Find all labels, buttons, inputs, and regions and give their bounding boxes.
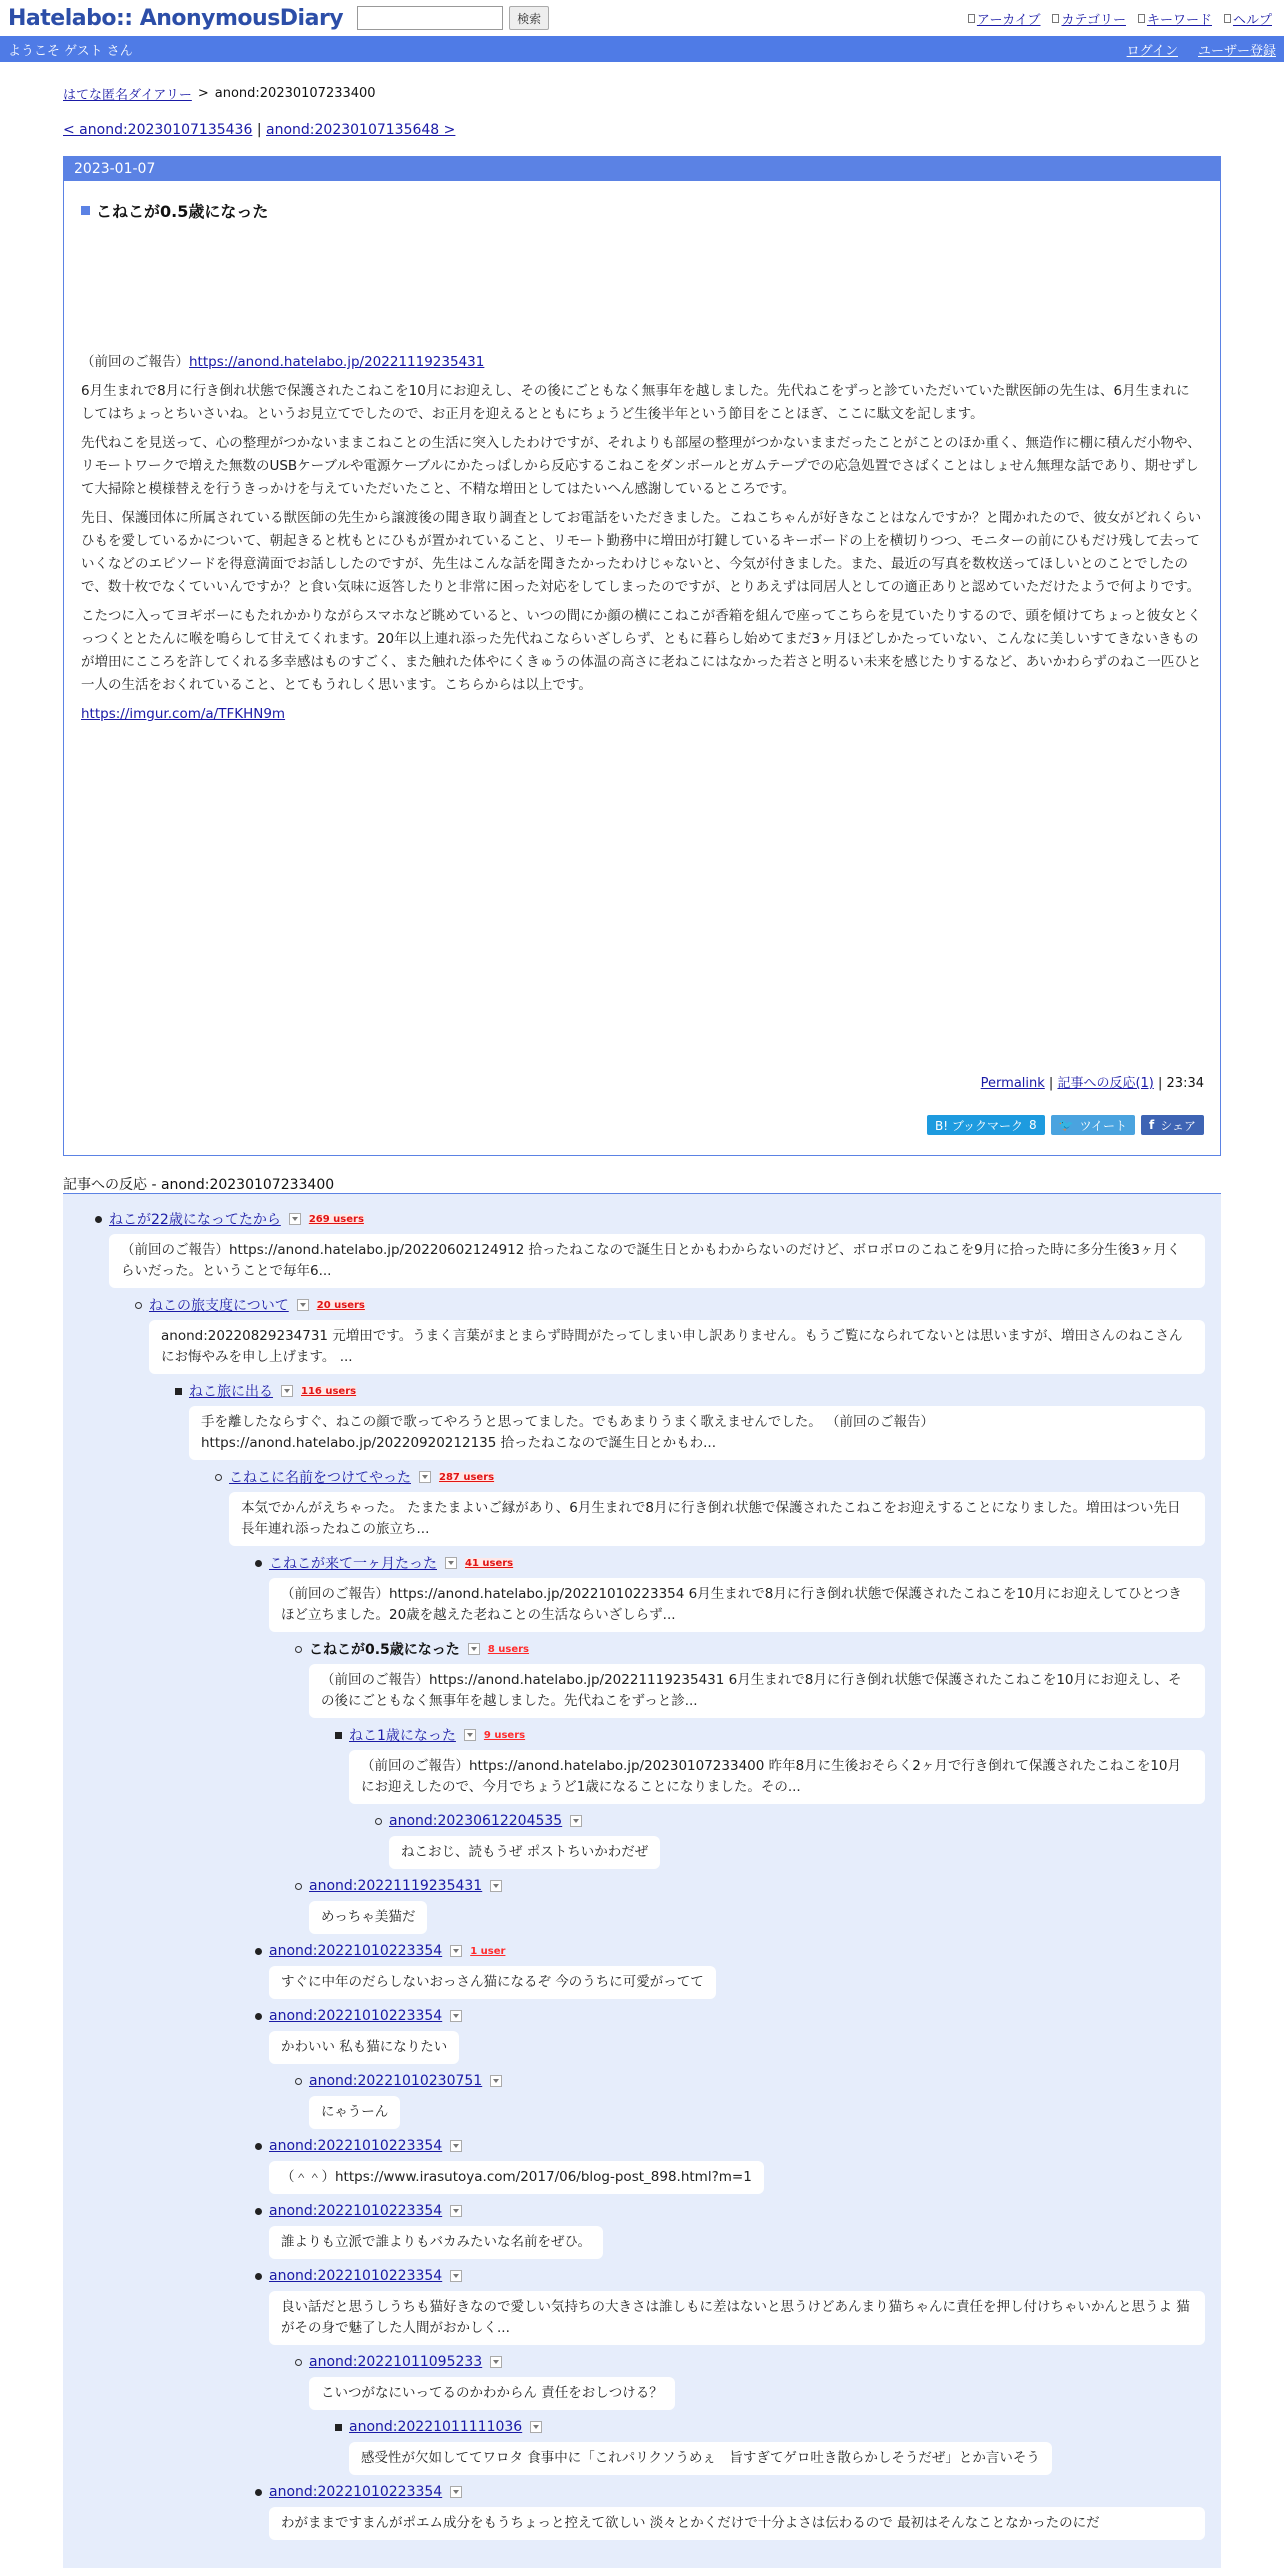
user-count-badge[interactable]: 116 users [301, 1385, 357, 1397]
reactions-tree [63, 1194, 1221, 2568]
nav-archive[interactable] [968, 9, 1041, 28]
reaction-excerpt: にゃうーん [309, 2096, 400, 2129]
nav-category[interactable] [1052, 9, 1125, 28]
entry-body [64, 199, 1220, 726]
reaction-link[interactable]: ねこが22歳になってたから [109, 1212, 281, 1228]
dropdown-icon[interactable] [468, 1643, 480, 1655]
dropdown-icon[interactable] [490, 2075, 502, 2087]
prev-next-separator: | [256, 122, 262, 138]
nav-keyword[interactable] [1138, 9, 1212, 28]
prev-entry-link[interactable]: < anond:20230107135436 [63, 122, 253, 138]
reaction-link[interactable]: ねこ旅に出る [189, 1384, 273, 1400]
nav-archive-link[interactable]: アーカイブ [976, 13, 1041, 28]
entry-paragraph: 先日、保護団体に所属されている獣医師の先生から譲渡後の聞き取り調査としてお電話をいただきました。こねこちゃんが好きなことはなんですか？と聞かれたので、彼女がどれくらいひもを愛しているかについて、朝起きると枕もとにひもが置かれていること、リモート勤務中に増田が打鍵しているキーボードの上を横切りつつ、モニターの前にひもだけ残して去っていくなどのエピソードを得意満面でお話ししたのですが、先生はこんな話を聞きたかったわけじゃないと、今気が付きました。また、最近の写真を数枚送ってほしいとのことでしたので、数十枚でなくていいんですか？と食い気味に返答したりと非常に困った対応をしてしまったのですが、とりあえずは同居人としての適正ありと認めていただけたようで何よりです。 [81, 510, 1202, 595]
search-button[interactable]: 検索 [509, 6, 549, 30]
dropdown-icon[interactable] [445, 1557, 457, 1569]
top-nav [968, 9, 1272, 28]
reaction-line [269, 2135, 1205, 2157]
entry-footer: Permalink | 記事への反応(1) | 23:34 [980, 1076, 1204, 1091]
reaction-link[interactable]: こねこが来て一ヶ月たった [269, 1556, 437, 1572]
reaction-item [189, 1380, 1205, 1460]
reaction-item [349, 2416, 1205, 2475]
reaction-excerpt: 良い話だと思うしうちも猫好きなので愛しい気持ちの大きさは誰しもに差はないと思うけどあんまり猫ちゃんに責任を押し付けちゃいかんと思うよ 猫がその身で魅了した人間がおかしく... [269, 2291, 1205, 2345]
register-link[interactable]: ユーザー登録 [1197, 43, 1276, 59]
reaction-item [309, 2351, 1205, 2410]
diary-day [63, 156, 1221, 1156]
dropdown-icon[interactable] [450, 2010, 462, 2022]
login-link[interactable]: ログイン [1126, 43, 1178, 59]
reaction-line [389, 1810, 1205, 1832]
reaction-line [269, 1940, 1205, 1962]
reaction-excerpt: （前回のご報告）https://anond.hatelabo.jp/20230107233400 昨年8月に生後おそらく2ヶ月で行き倒れて保護されたこねこを10月にお迎えしたので、今月でちょうど1歳になることになりました。その... [349, 1750, 1205, 1804]
dropdown-icon[interactable] [450, 2270, 462, 2282]
bullet [255, 2013, 262, 2020]
reaction-line [149, 1294, 1205, 1316]
dropdown-icon[interactable] [570, 1815, 582, 1827]
reaction-excerpt: こいつがなにいってるのかわからん 責任をおしつける？ [309, 2377, 675, 2410]
reaction-line [349, 1724, 1205, 1746]
bullet [255, 2273, 262, 2280]
reaction-item [269, 2265, 1205, 2345]
reaction-excerpt: 感受性が欠如しててワロタ 食事中に「これパリクソうめぇ 旨すぎてゲロ吐き散らかしそうだぜ」とか言いそう [349, 2442, 1052, 2475]
user-count-badge[interactable]: 269 users [308, 1213, 364, 1225]
reaction-excerpt: 本気でかんがえちゃった。 たまたまよいご縁があり、6月生まれで8月に行き倒れ状態で保護されたこねこをお迎えすることになりました。増田はつい先日長年連れ添ったねこの旅立ち... [229, 1492, 1205, 1546]
breadcrumb-current: anond:20230107233400 [214, 85, 376, 101]
breadcrumb-separator: > [197, 85, 209, 101]
entry-paragraph: 先代ねこを見送って、心の整理がつかないままこねことの生活に突入したわけですが、それよりも部屋の整理がつかないままだったことがことのほか重く、無造作に棚に積んだ小物や、リモートワークで増えた無数のUSBケーブルや電源ケーブルにかたっぱしから反応するこねこをダンボールとガムテープでの応急処置でさばくことはしょせん無理な話であり、期せずして大掃除と模様替えを行うきっかけを与えていただいたこと、不精な増田としてはたいへん感謝しているところです。 [81, 435, 1201, 497]
reaction-item [269, 2135, 1205, 2194]
reaction-item [389, 1810, 1205, 1869]
previous-report-link[interactable]: https://anond.hatelabo.jp/20221119235431 [189, 354, 485, 370]
facebook-icon: f [1149, 1118, 1155, 1132]
nav-category-link[interactable]: カテゴリー [1061, 13, 1126, 28]
twitter-icon: 🐦 [1058, 1118, 1074, 1132]
dropdown-icon[interactable] [297, 1299, 309, 1311]
reaction-excerpt: （前回のご報告）https://anond.hatelabo.jp/20221119235431 6月生まれで8月に行き倒れ状態で保護されたこねこを10月にお迎えし、その後にごともなく無事年を越しました。先代ねこをずっと診... [309, 1664, 1205, 1718]
dropdown-icon[interactable] [419, 1471, 431, 1483]
reaction-link[interactable]: anond:20221010223354 [269, 2008, 443, 2024]
main-content [63, 84, 1221, 1156]
tweet-button[interactable] [1051, 1115, 1135, 1135]
reaction-excerpt: わがままですまんがポエム成分をもうちょっと控えて欲しい 淡々とかくだけで十分よさは伝わるので 最初はそんなことなかったのにだ [269, 2507, 1205, 2540]
bullet [215, 1474, 222, 1481]
reaction-line [269, 2265, 1205, 2287]
doc-icon [1138, 14, 1145, 23]
entry-time: 23:34 [1166, 1076, 1204, 1091]
bullet [295, 1646, 302, 1653]
reaction-line [309, 2070, 1205, 2092]
welcome-text: ようこそ ゲスト さん [8, 43, 133, 59]
bullet [95, 1216, 102, 1223]
entry-date: 2023-01-07 [64, 157, 1220, 181]
bookmark-label: B! ブックマーク [934, 1118, 1023, 1133]
user-bar [0, 36, 1284, 62]
search-input[interactable] [357, 6, 503, 30]
dropdown-icon[interactable] [490, 1880, 502, 1892]
prev-next-nav [63, 122, 1221, 142]
reaction-item [149, 1294, 1205, 1374]
imgur-link[interactable]: https://imgur.com/a/TFKHN9m [81, 706, 286, 722]
nav-keyword-link[interactable]: キーワード [1146, 13, 1212, 28]
bullet [375, 1818, 382, 1825]
bookmark-button[interactable] [927, 1115, 1045, 1135]
reaction-line [269, 1552, 1205, 1574]
reaction-link[interactable]: anond:20221010223354 [269, 2268, 443, 2284]
reaction-link[interactable]: anond:20221010223354 [269, 2203, 443, 2219]
bullet [255, 1560, 262, 1567]
entry-title [81, 199, 1202, 221]
tweet-label: ツイート [1079, 1118, 1127, 1133]
reaction-link[interactable]: anond:20221010223354 [269, 2484, 443, 2500]
entry-paragraph: 6月生まれで8月に行き倒れ状態で保護されたこねこを10月にお迎えし、その後にごともなく無事年を越しました。先代ねこをずっと診ていただいていた獣医師の先生は、6月生まれにしてはちょっとちいさいね。というお見立てでしたので、お正月を迎えるとともにちょうど生後半年という節目をことほぎ、ここに駄文を記します。 [81, 383, 1190, 422]
reaction-line [309, 1875, 1205, 1897]
reaction-excerpt: すぐに中年のだらしないおっさん猫になるぞ 今のうちに可愛がってて [269, 1966, 716, 1999]
reaction-link[interactable]: anond:20230612204535 [389, 1813, 563, 1829]
reaction-link[interactable]: ねこの旅支度について [149, 1298, 289, 1314]
reaction-excerpt: 手を離したならすぐ、ねこの顔で歌ってやろうと思ってました。でもあまりうまく歌えませんでした。 （前回のご報告）https://anond.hatelabo.jp/20220920212135 拾ったねこなので誕生日とかもわ... [189, 1406, 1205, 1460]
reaction-excerpt: （前回のご報告）https://anond.hatelabo.jp/20221010223354 6月生まれで8月に行き倒れ状態で保護されたこねこを10月にお迎えしてひとつきほど立ちました。20歳を越えた老ねことの生活ならいざしらず... [269, 1578, 1205, 1632]
reaction-link[interactable]: anond:20221011111036 [349, 2419, 523, 2435]
reaction-item [269, 1940, 1205, 1999]
user-count-badge[interactable]: 41 users [465, 1557, 514, 1569]
bullet [335, 2424, 342, 2431]
user-count-badge[interactable]: 1 user [470, 1945, 506, 1957]
bookmark-count: 8 [1029, 1118, 1037, 1132]
breadcrumb-root[interactable]: はてな匿名ダイアリー [63, 87, 192, 103]
facebook-share-button[interactable] [1141, 1115, 1204, 1135]
reaction-excerpt: かわいい 私も猫になりたい [269, 2031, 459, 2064]
reaction-item [349, 1724, 1205, 1804]
dropdown-icon[interactable] [450, 2486, 462, 2498]
bullet [255, 2489, 262, 2496]
reaction-item [269, 2005, 1205, 2064]
nav-help[interactable] [1224, 9, 1272, 28]
bullet [255, 2143, 262, 2150]
search-form [357, 6, 549, 30]
reaction-excerpt: 誰よりも立派で誰よりもバカみたいな名前をぜひ。 [269, 2226, 603, 2259]
reaction-link[interactable]: anond:20221011095233 [309, 2354, 483, 2370]
reaction-item [309, 1638, 1205, 1718]
reactions-heading: 記事への反応 - anond:20230107233400 [63, 1174, 1221, 1194]
reaction-line [309, 2351, 1205, 2373]
doc-icon [1052, 14, 1059, 23]
doc-icon [1224, 14, 1231, 23]
reaction-item [269, 2200, 1205, 2259]
user-count-badge[interactable]: 9 users [483, 1729, 526, 1741]
reaction-link[interactable]: anond:20221119235431 [309, 1878, 483, 1894]
reaction-item [309, 1875, 1205, 1934]
dropdown-icon[interactable] [289, 1213, 301, 1225]
reaction-link[interactable]: anond:20221010230751 [309, 2073, 483, 2089]
share-buttons [927, 1115, 1204, 1135]
reaction-item [269, 1552, 1205, 1632]
reaction-excerpt: （前回のご報告）https://anond.hatelabo.jp/20220602124912 拾ったねこなので誕生日とかもわからないのだけど、ボロボロのこねこを9月に拾った時に多分生後3ヶ月くらいだった。ということで毎年6... [109, 1234, 1205, 1288]
entry-intro [81, 351, 1202, 374]
doc-icon [968, 14, 975, 23]
entry-imgur [81, 703, 1202, 726]
reaction-item [309, 2070, 1205, 2129]
nav-help-link[interactable]: ヘルプ [1232, 13, 1272, 28]
user-count-badge[interactable]: 8 users [487, 1643, 529, 1655]
dropdown-icon[interactable] [281, 1385, 293, 1397]
bullet [335, 1732, 342, 1739]
entry-paragraph: こたつに入ってヨギボーにもたれかかりながらスマホなど眺めていると、いつの間にか顔の横にこねこが香箱を組んで座ってこちらを見ていたりするので、頭を傾けてちょっと彼女とくっつくととたんに喉を鳴らして甘えてくれます。20年以上連れ添った先代ねこならいざしらず、ともに暮らし始めてまだ3ヶ月ほどしかたっていない、こんなに美しいすてきないきものが増田にこころを許してくれる多幸感はものすごく、また触れた体やにくきゅうの体温の高さに老ねこにはなかった若さと明るい未来を感じたりするなど、あいかわらずのねこ一匹ひと一人の生活をおくれていること、とてもうれしく思います。こちらからは以上です。 [81, 608, 1202, 693]
reaction-line [229, 1466, 1205, 1488]
next-entry-link[interactable]: anond:20230107135648 > [266, 122, 456, 138]
reaction-item [269, 2481, 1205, 2540]
dropdown-icon[interactable] [530, 2421, 542, 2433]
reaction-item [109, 1208, 1205, 1288]
reaction-line [309, 1638, 1205, 1660]
intro-prefix: （前回のご報告） [81, 354, 189, 370]
reaction-item [229, 1466, 1205, 1546]
bullet [255, 2208, 262, 2215]
reaction-excerpt: めっちゃ美猫だ [309, 1901, 427, 1934]
dropdown-icon[interactable] [490, 2356, 502, 2368]
breadcrumb [63, 84, 1221, 102]
site-logo[interactable]: Hatelabo:: AnonymousDiary [8, 5, 344, 31]
reaction-excerpt: anond:20220829234731 元増田です。うまく言葉がまとまらず時間がたってしまい申し訳ありません。もうご覧になられてないとは思いますが、増田さんのねこさんにお悔やみを申し上げます。 ... [149, 1320, 1205, 1374]
reactions-count-link[interactable]: 記事への反応(1) [1057, 1076, 1154, 1091]
reaction-link[interactable]: anond:20221010223354 [269, 1943, 443, 1959]
reaction-link[interactable]: こねこに名前をつけてやった [229, 1470, 411, 1486]
bullet [175, 1388, 182, 1395]
bullet [255, 1948, 262, 1955]
bullet [295, 2078, 302, 2085]
entry-title-text: こねこが0.5歳になった [96, 201, 269, 221]
bullet [295, 2359, 302, 2366]
dropdown-icon[interactable] [450, 2140, 462, 2152]
header [0, 0, 1284, 36]
bullet [135, 1302, 142, 1309]
user-count-badge[interactable]: 20 users [316, 1299, 365, 1311]
reaction-line [269, 2481, 1205, 2503]
dropdown-icon[interactable] [464, 1729, 476, 1741]
square-icon[interactable] [81, 206, 90, 215]
reaction-excerpt: ねこおじ、読もうぜ ポストちいかわだぜ [389, 1836, 660, 1869]
reaction-line [269, 2005, 1205, 2027]
reaction-link[interactable]: anond:20221010223354 [269, 2138, 443, 2154]
reaction-link[interactable]: ねこ1歳になった [349, 1728, 456, 1744]
reaction-excerpt: （＾＾）https://www.irasutoya.com/2017/06/blog-post_898.html?m=1 [269, 2161, 764, 2194]
current-entry-title: こねこが0.5歳になった [309, 1642, 460, 1658]
reaction-line [109, 1208, 1205, 1230]
dropdown-icon[interactable] [450, 2205, 462, 2217]
share-label: シェア [1160, 1118, 1196, 1133]
reaction-line [189, 1380, 1205, 1402]
reaction-line [269, 2200, 1205, 2222]
reaction-line [349, 2416, 1205, 2438]
bullet [295, 1883, 302, 1890]
permalink-link[interactable]: Permalink [980, 1076, 1045, 1091]
dropdown-icon[interactable] [450, 1945, 462, 1957]
user-count-badge[interactable]: 287 users [439, 1471, 495, 1483]
